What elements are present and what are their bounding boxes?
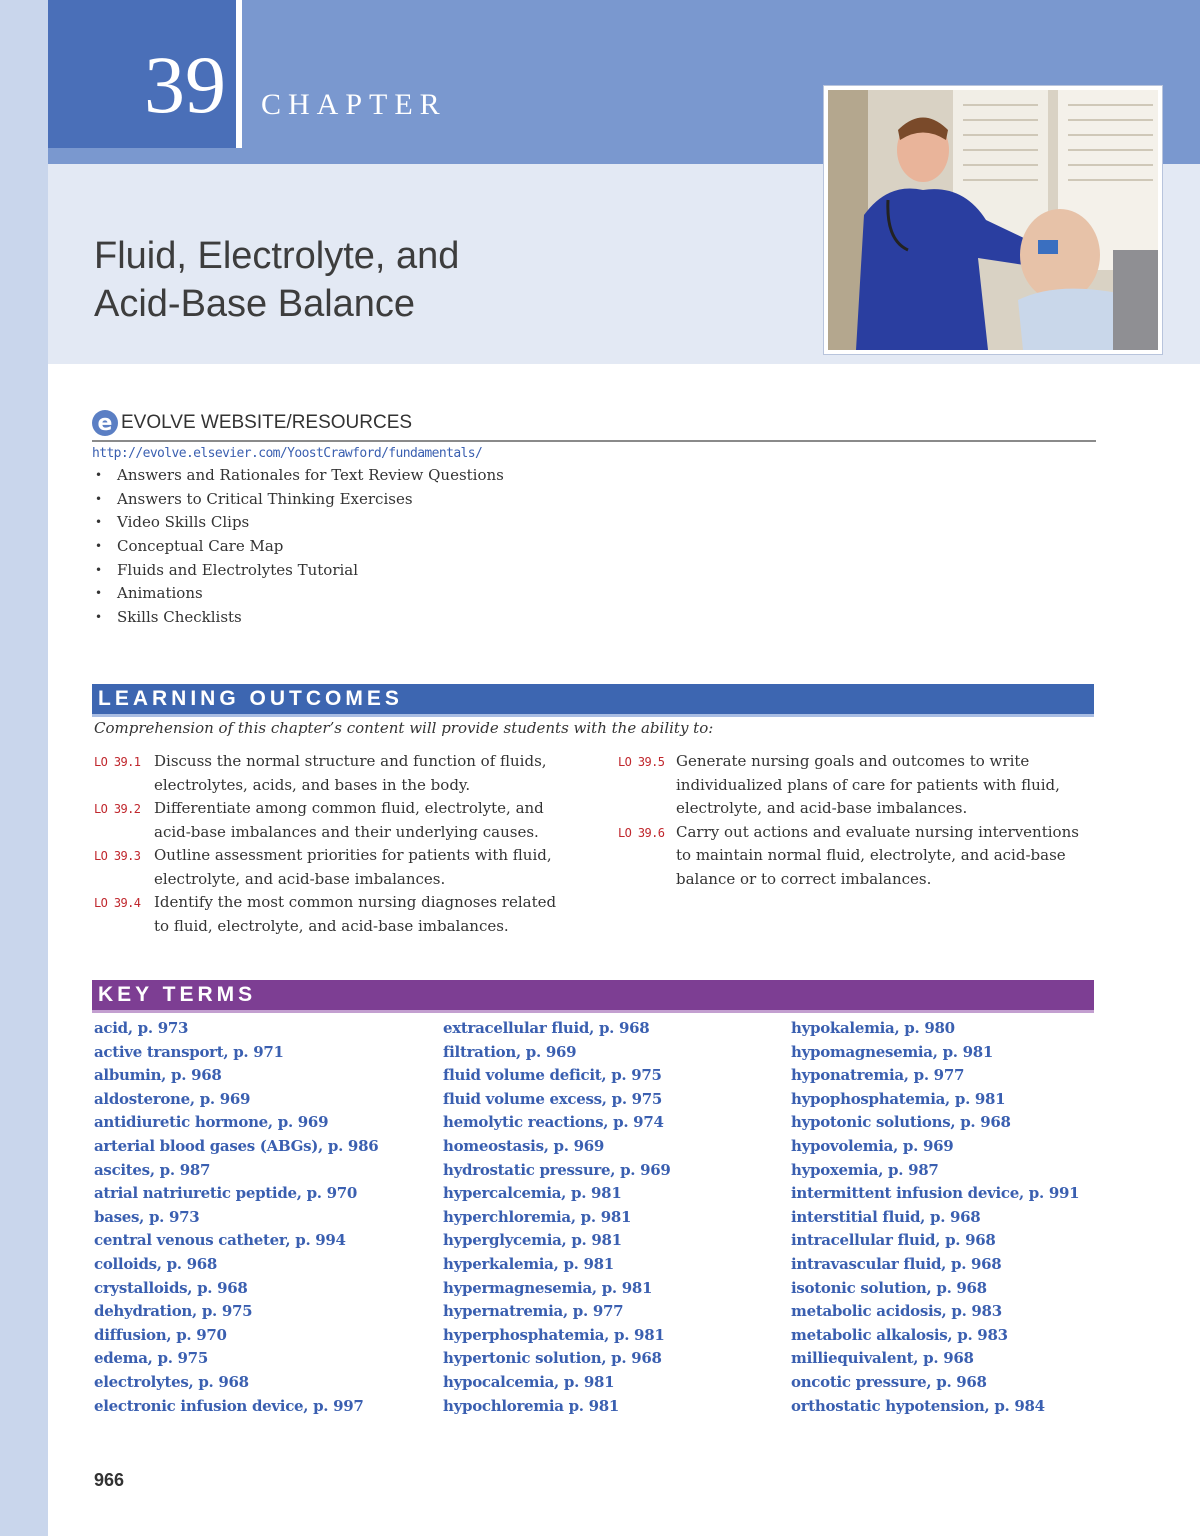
learning-outcome — [94, 844, 594, 891]
key-term: hypovolemia, p. 969 — [791, 1136, 954, 1155]
key-terms-column-3 — [791, 1017, 1079, 1418]
key-term: atrial natriuretic peptide, p. 970 — [94, 1184, 358, 1203]
key-term: electrolytes, p. 968 — [94, 1372, 249, 1391]
lo-code: LO 39.3 — [94, 849, 141, 863]
learning-outcome — [94, 797, 594, 844]
key-term: intracellular fluid, p. 968 — [791, 1231, 996, 1250]
key-term: albumin, p. 968 — [94, 1066, 222, 1085]
key-term: hypercalcemia, p. 981 — [443, 1184, 622, 1203]
learning-outcomes-left-column — [94, 750, 594, 938]
key-term: hyperphosphatemia, p. 981 — [443, 1325, 665, 1344]
learning-outcomes-intro: Comprehension of this chapter’s content will provide students with the ability to: — [94, 719, 714, 737]
nurse-patient-photo — [828, 90, 1158, 350]
key-term: fluid volume excess, p. 975 — [443, 1089, 663, 1108]
learning-outcomes-heading: LEARNING OUTCOMES — [98, 687, 403, 710]
key-term: hypotonic solutions, p. 968 — [791, 1113, 1011, 1132]
evolve-resources-section — [92, 410, 1096, 630]
key-term: metabolic acidosis, p. 983 — [791, 1302, 1002, 1321]
list-item: • Conceptual Care Map — [92, 535, 1096, 559]
lo-text: Differentiate among common fluid, electrolyte, and acid-base imbalances and their underlying causes. — [154, 799, 544, 841]
key-term: extracellular fluid, p. 968 — [443, 1019, 650, 1037]
key-term: bases, p. 973 — [94, 1207, 200, 1226]
key-term: hypernatremia, p. 977 — [443, 1302, 624, 1321]
key-term: homeostasis, p. 969 — [443, 1136, 604, 1155]
chapter-title-line1: Fluid, Electrolyte, and — [94, 235, 460, 277]
lo-code: LO 39.5 — [618, 755, 665, 769]
key-term: hypoxemia, p. 987 — [791, 1160, 939, 1179]
key-term: fluid volume deficit, p. 975 — [443, 1066, 662, 1085]
chapter-number: 39 — [144, 39, 226, 130]
page-number: 966 — [94, 1470, 125, 1490]
lo-text: Carry out actions and evaluate nursing interventions to maintain normal fluid, electrolyte, and acid-base balance or to correct imbalances. — [676, 822, 1079, 888]
learning-outcomes-right-column — [618, 750, 1098, 891]
lo-text: Identify the most common nursing diagnoses related to fluid, electrolyte, and acid-base imbalances. — [154, 893, 557, 935]
chapter-photo — [824, 86, 1162, 354]
key-term: acid, p. 973 — [94, 1019, 189, 1037]
key-term: hyperkalemia, p. 981 — [443, 1254, 614, 1273]
lo-code: LO 39.1 — [94, 755, 141, 769]
learning-outcome — [618, 821, 1098, 892]
key-term: hypocalcemia, p. 981 — [443, 1372, 615, 1391]
list-item: • Video Skills Clips — [92, 511, 1096, 535]
key-term: oncotic pressure, p. 968 — [791, 1372, 987, 1391]
key-term: interstitial fluid, p. 968 — [791, 1207, 981, 1226]
evolve-header — [92, 410, 1096, 442]
learning-outcome — [94, 891, 594, 938]
key-term: hyperchloremia, p. 981 — [443, 1207, 632, 1226]
key-term: ascites, p. 987 — [94, 1160, 211, 1179]
key-term: edema, p. 975 — [94, 1349, 208, 1368]
key-term: intermittent infusion device, p. 991 — [791, 1184, 1080, 1203]
key-term: active transport, p. 971 — [94, 1042, 284, 1061]
learning-outcomes-heading-bar — [92, 684, 1094, 714]
key-term: hypochloremia p. 981 — [443, 1396, 620, 1415]
chapter-title-line2: Acid-Base Balance — [94, 283, 416, 325]
key-terms-column-1 — [94, 1017, 378, 1418]
chapter-label: CHAPTER — [261, 88, 447, 121]
lo-code: LO 39.6 — [618, 825, 665, 840]
lo-code: LO 39.2 — [94, 802, 141, 816]
key-term: isotonic solution, p. 968 — [791, 1278, 987, 1297]
learning-outcome — [94, 750, 594, 797]
key-term: hyperglycemia, p. 981 — [443, 1231, 622, 1250]
list-item: • Skills Checklists — [92, 606, 1096, 630]
list-item: • Answers and Rationales for Text Review Questions — [92, 464, 1096, 488]
key-term: colloids, p. 968 — [94, 1254, 218, 1273]
list-item: • Fluids and Electrolytes Tutorial — [92, 559, 1096, 583]
key-term: crystalloids, p. 968 — [94, 1278, 248, 1297]
key-term: hypertonic solution, p. 968 — [443, 1349, 662, 1368]
key-term: hypomagnesemia, p. 981 — [791, 1042, 994, 1061]
key-term: hemolytic reactions, p. 974 — [443, 1113, 664, 1132]
key-term: milliequivalent, p. 968 — [791, 1349, 974, 1368]
evolve-resource-list — [92, 464, 1096, 630]
key-term: dehydration, p. 975 — [94, 1302, 253, 1321]
key-term: metabolic alkalosis, p. 983 — [791, 1325, 1008, 1344]
lo-text: Generate nursing goals and outcomes to write individualized plans of care for patients with fluid, electrolyte, and acid-base imbalances. — [676, 752, 1060, 817]
lo-code: LO 39.4 — [94, 896, 141, 910]
chapter-box-divider — [236, 0, 242, 148]
evolve-title: EVOLVE WEBSITE/RESOURCES — [121, 412, 413, 433]
key-term: hypokalemia, p. 980 — [791, 1019, 955, 1037]
key-term: hyponatremia, p. 977 — [791, 1066, 965, 1085]
evolve-url-link[interactable]: http://evolve.elsevier.com/YoostCrawford/fundamentals/ — [92, 446, 483, 461]
evolve-e-icon: e — [92, 410, 118, 436]
key-term: arterial blood gases (ABGs), p. 986 — [94, 1136, 379, 1155]
list-item: • Animations — [92, 582, 1096, 606]
left-margin-bar — [0, 0, 48, 1536]
key-term: hypophosphatemia, p. 981 — [791, 1089, 1006, 1108]
chapter-title — [94, 232, 459, 328]
key-term: orthostatic hypotension, p. 984 — [791, 1396, 1045, 1415]
key-term: diffusion, p. 970 — [94, 1325, 227, 1344]
key-term: electronic infusion device, p. 997 — [94, 1396, 364, 1415]
lo-text: Discuss the normal structure and function of fluids, electrolytes, acids, and bases in the body. — [154, 752, 547, 794]
key-terms-heading: KEY TERMS — [98, 983, 257, 1006]
key-term: antidiuretic hormone, p. 969 — [94, 1113, 329, 1132]
key-terms-column-2 — [443, 1017, 671, 1418]
key-term: central venous catheter, p. 994 — [94, 1231, 346, 1250]
key-term: intravascular fluid, p. 968 — [791, 1254, 1002, 1273]
learning-outcome — [618, 750, 1098, 821]
key-term: hypermagnesemia, p. 981 — [443, 1278, 653, 1297]
key-term: hydrostatic pressure, p. 969 — [443, 1160, 671, 1179]
list-item: • Answers to Critical Thinking Exercises — [92, 488, 1096, 512]
key-term: filtration, p. 969 — [443, 1042, 577, 1061]
key-terms-heading-bar — [92, 980, 1094, 1010]
lo-text: Outline assessment priorities for patients with fluid, electrolyte, and acid-base imbalances. — [154, 846, 552, 888]
key-term: aldosterone, p. 969 — [94, 1089, 251, 1108]
